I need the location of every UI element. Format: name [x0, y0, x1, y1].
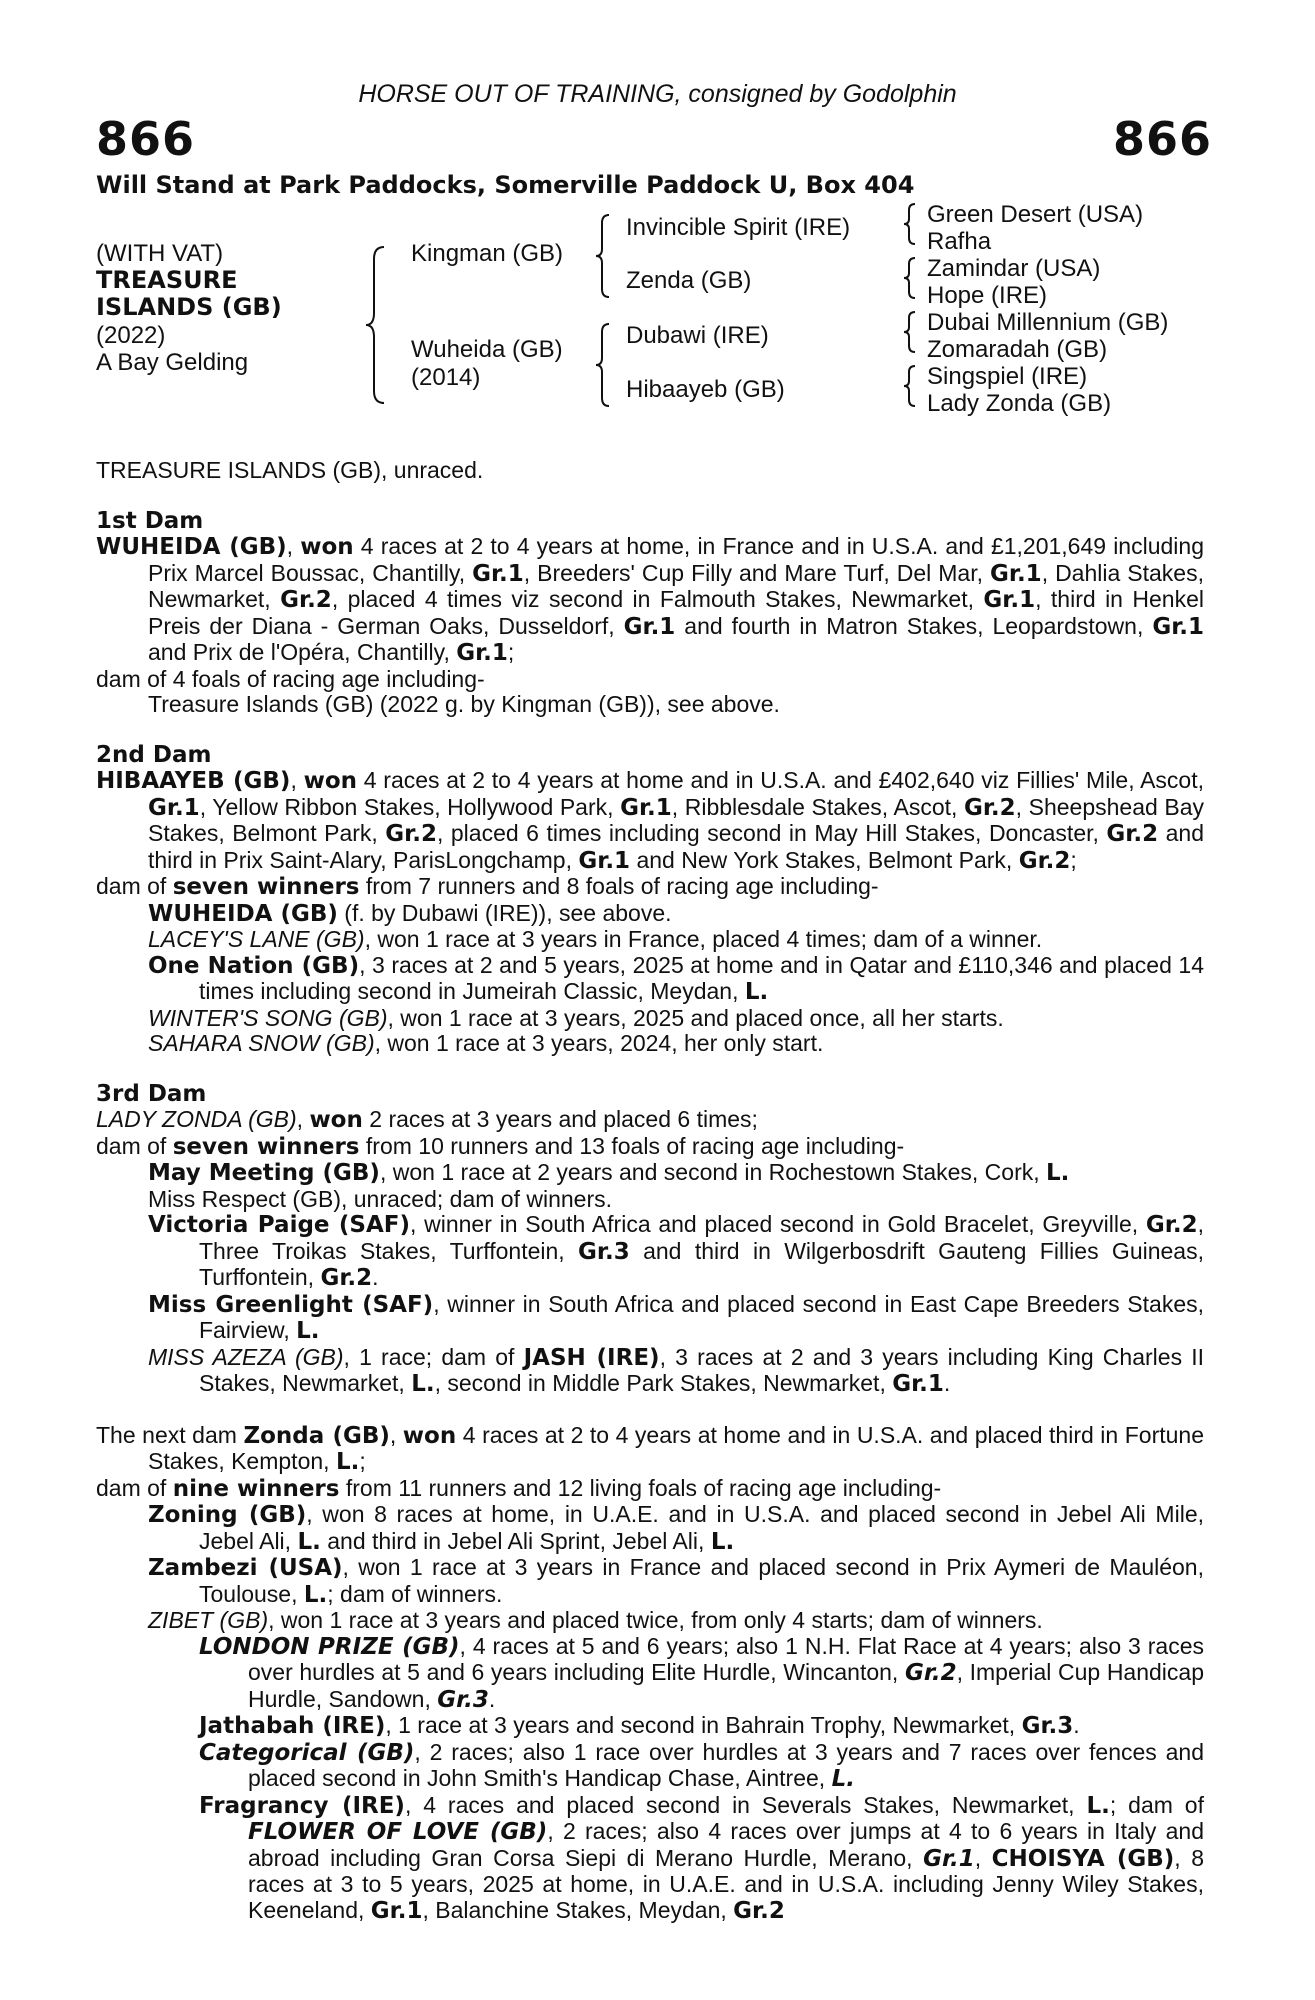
second-dam-offspring-4: SAHARA SNOW (GB), won 1 race at 3 years, 2024, her only start.: [148, 1030, 824, 1056]
consignment-line: HORSE OUT OF TRAINING, consigned by Godolphin: [358, 80, 957, 108]
pedigree-g3-8: Lady Zonda (GB): [927, 390, 1112, 417]
lot-number-left: 866: [96, 112, 196, 166]
pedigree-g3-5: Dubai Millennium (GB): [927, 309, 1169, 336]
pedigree-g3-4: Hope (IRE): [927, 282, 1048, 309]
pedigree-g3-3: Zamindar (USA): [927, 255, 1101, 282]
second-dam-record: HIBAAYEB (GB), won 4 races at 2 to 4 years at home and in U.S.A. and £402,640 viz Fillies' Mile, Ascot, Gr.1, Yellow Ribbon Stakes, Hollywood Park, Gr.1, Ribblesdale Stakes, Ascot, Gr.2, Sheepshead Bay Stakes, Belmont Park, Gr.2, placed 6 times including second in May Hill Stakes, Doncaster, Gr.2 and third in Prix Saint-Alary, ParisLongchamp, Gr.1 and New York Stakes, Belmont Park, Gr.2;: [96, 767, 1204, 874]
pedigree-brace-sire: [594, 213, 612, 299]
third-dam-grandoffspring-1: Victoria Paige (SAF), winner in South Africa and placed second in Gold Bracelet, Greyville, Gr.2, Three Troikas Stakes, Turffontein, Gr.3 and third in Wilgerbosdrift Gauteng Fillies Guineas, Turffontein, Gr.2.: [148, 1211, 1204, 1291]
pedigree-brace-dam: [594, 322, 612, 408]
second-dam-offspring-1: WUHEIDA (GB) (f. by Dubawi (IRE)), see above.: [148, 899, 672, 927]
horse-year: (2022): [96, 322, 166, 349]
pedigree-brace-main: [364, 245, 388, 405]
pedigree-brace-g3-1: [902, 202, 918, 246]
next-dam-offspring-2: Zambezi (USA), won 1 race at 3 years in France and placed second in Prix Aymeri de Mauléon, Toulouse, L.; dam of winners.: [148, 1554, 1204, 1608]
third-dam-grandoffspring-2: Miss Greenlight (SAF), winner in South Africa and placed second in East Cape Breeders Stakes, Fairview, L.: [148, 1290, 1204, 1344]
next-dam-grandoffspring-3: Categorical (GB), 2 races; also 1 race over hurdles at 3 years and 7 races over fences and placed second in John Smith's Handicap Chase, Aintree, L.: [199, 1738, 1205, 1792]
horse-name-line2: ISLANDS (GB): [96, 293, 282, 321]
pedigree-dam-sire: Dubawi (IRE): [626, 322, 769, 349]
first-dam-foal: Treasure Islands (GB) (2022 g. by Kingman (GB)), see above.: [148, 691, 780, 717]
pedigree-sire-sire: Invincible Spirit (IRE): [626, 214, 851, 241]
pedigree-sire-dam: Zenda (GB): [626, 267, 752, 294]
pedigree-brace-g3-4: [902, 364, 918, 408]
pedigree-g3-2: Rafha: [927, 228, 992, 255]
pedigree-dam-year: (2014): [411, 364, 481, 391]
catalogue-body: [96, 458, 1204, 1924]
pedigree-brace-g3-3: [902, 310, 918, 354]
horse-description: A Bay Gelding: [96, 349, 249, 376]
stand-location: Will Stand at Park Paddocks, Somerville Paddock U, Box 404: [96, 171, 915, 199]
pedigree-sire: Kingman (GB): [411, 240, 564, 267]
second-dam-heading: 2nd Dam: [96, 741, 212, 768]
next-dam-produce: dam of nine winners from 11 runners and 12 living foals of racing age including-: [96, 1474, 942, 1502]
pedigree-dam-dam: Hibaayeb (GB): [626, 376, 785, 403]
pedigree-g3-7: Singspiel (IRE): [927, 363, 1088, 390]
second-dam-grandoffspring-1: One Nation (GB), 3 races at 2 and 5 years, 2025 at home and in Qatar and £110,346 and placed 14 times including second in Jumeirah Classic, Meydan, L.: [148, 951, 1204, 1005]
first-dam-record: WUHEIDA (GB), won 4 races at 2 to 4 years at home, in France and in U.S.A. and £1,201,649 including Prix Marcel Boussac, Chantilly, Gr.1, Breeders' Cup Filly and Mare Turf, Del Mar, Gr.1, Dahlia Stakes, Newmarket, Gr.2, placed 4 times viz second in Falmouth Stakes, Newmarket, Gr.1, third in Henkel Preis der Diana - German Oaks, Dusseldorf, Gr.1 and fourth in Matron Stakes, Leopardstown, Gr.1 and Prix de l'Opéra, Chantilly, Gr.1;: [96, 533, 1204, 666]
pedigree-brace-g3-2: [902, 256, 918, 300]
next-dam-grandoffspring-1: LONDON PRIZE (GB), 4 races at 5 and 6 years; also 1 N.H. Flat Race at 4 years; also 3 races over hurdles at 5 and 6 years including Elite Hurdle, Wincanton, Gr.2, Imperial Cup Handicap Hurdle, Sandown, Gr.3.: [199, 1632, 1204, 1713]
third-dam-record: LADY ZONDA (GB), won 2 races at 3 years and placed 6 times;: [96, 1106, 758, 1133]
third-dam-grandoffspring-3: MISS AZEZA (GB), 1 race; dam of JASH (IRE), 3 races at 2 and 3 years including King Charles II Stakes, Newmarket, L., second in Middle Park Stakes, Newmarket, Gr.1.: [148, 1343, 1205, 1397]
next-dam-grandoffspring-4: Fragrancy (IRE), 4 races and placed second in Severals Stakes, Newmarket, L.; dam of FLOWER OF LOVE (GB), 2 races; also 4 races over jumps at 4 to 6 years in Italy and abroad including Gran Corsa Siepi di Merano Hurdle, Merano, Gr.1, CHOISYA (GB), 8 races at 3 to 5 years, 2025 at home, in U.A.E. and in U.S.A. including Jenny Wiley Stakes, Keeneland, Gr.1, Balanchine Stakes, Meydan, Gr.2: [199, 1791, 1204, 1924]
third-dam-produce: dam of seven winners from 10 runners and 13 foals of racing age including-: [96, 1132, 905, 1160]
vat-note: (WITH VAT): [96, 240, 224, 267]
pedigree-g3-6: Zomaradah (GB): [927, 336, 1108, 363]
pedigree-g3-1: Green Desert (USA): [927, 201, 1144, 228]
intro-line: TREASURE ISLANDS (GB), unraced.: [96, 457, 484, 483]
next-dam-offspring-3: ZIBET (GB), won 1 race at 3 years and placed twice, from only 4 starts; dam of winners.: [148, 1607, 1043, 1633]
third-dam-offspring-1: May Meeting (GB), won 1 race at 2 years and second in Rochestown Stakes, Cork, L.: [148, 1159, 1070, 1186]
lot-number-right: 866: [1113, 112, 1213, 166]
second-dam-offspring-3: WINTER'S SONG (GB), won 1 race at 3 years, 2025 and placed once, all her starts.: [148, 1004, 1004, 1031]
first-dam-heading: 1st Dam: [96, 507, 204, 534]
first-dam-produce: dam of 4 foals of racing age including-: [96, 665, 485, 692]
third-dam-heading: 3rd Dam: [96, 1080, 207, 1107]
next-dam-offspring-1: Zoning (GB), won 8 races at home, in U.A.E. and in U.S.A. and placed second in Jebel Ali Mile, Jebel Ali, L. and third in Jebel Ali Sprint, Jebel Ali, L.: [148, 1501, 1204, 1555]
second-dam-offspring-2: LACEY'S LANE (GB), won 1 race at 3 years in France, placed 4 times; dam of a winner.: [148, 926, 1043, 952]
second-dam-produce: dam of seven winners from 7 runners and 8 foals of racing age including-: [96, 873, 879, 900]
horse-name-line1: TREASURE: [96, 266, 238, 294]
third-dam-offspring-2: Miss Respect (GB), unraced; dam of winners.: [148, 1185, 612, 1212]
next-dam-record: The next dam Zonda (GB), won 4 races at 2 to 4 years at home and in U.S.A. and placed third in Fortune Stakes, Kempton, L.;: [96, 1421, 1204, 1475]
next-dam-grandoffspring-2: Jathabah (IRE), 1 race at 3 years and second in Bahrain Trophy, Newmarket, Gr.3.: [199, 1712, 1080, 1739]
pedigree-dam: Wuheida (GB): [411, 336, 563, 363]
